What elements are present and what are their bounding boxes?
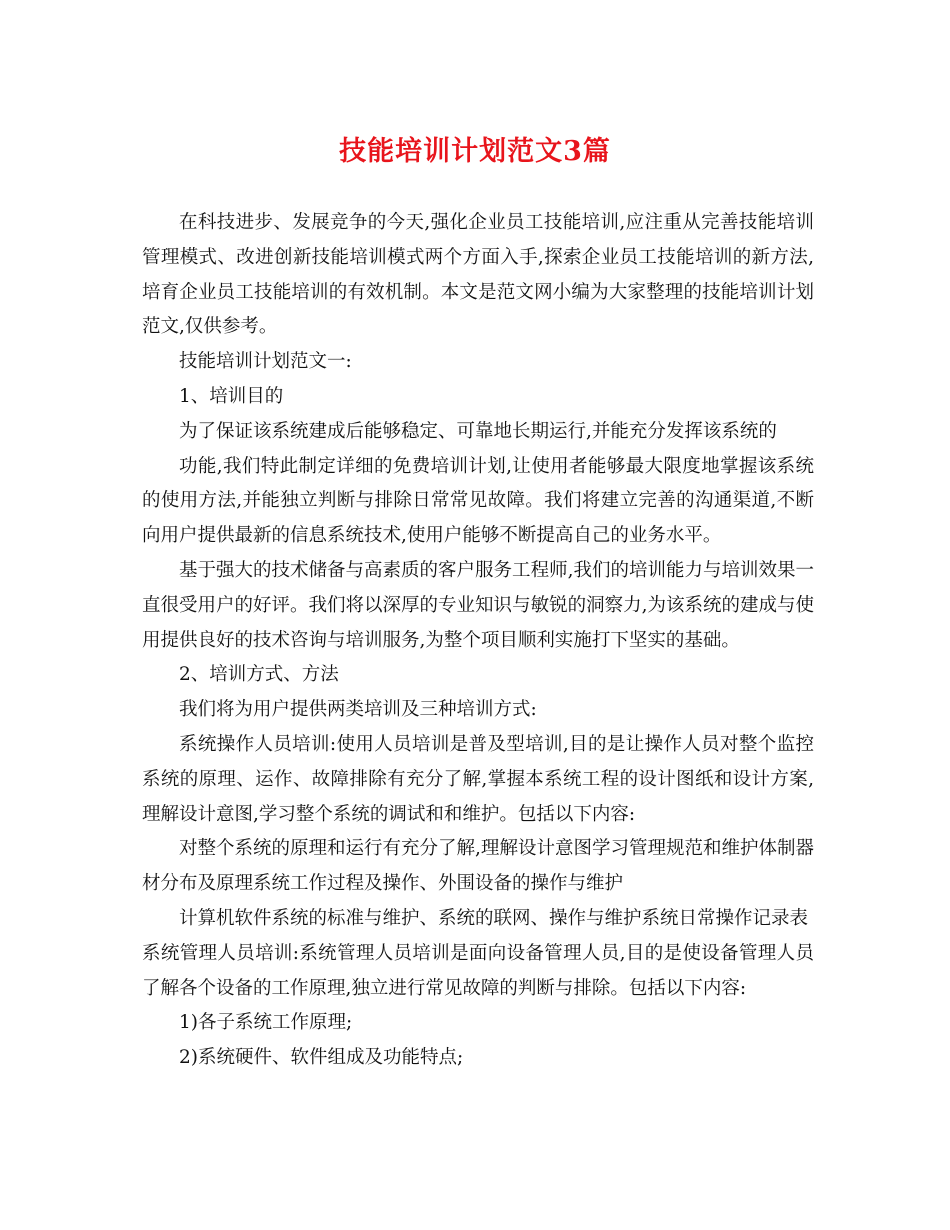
paragraph-sample-one-heading: 技能培训计划范文一: [179, 351, 352, 373]
paragraph-training-types: 我们将为用户提供两类培训及三种培训方式: [179, 699, 537, 721]
document-title: 技能培训计划范文3篇 [339, 136, 611, 167]
paragraph-purpose-line: 为了保证该系统建成后能够稳定、可靠地长期运行,并能充分发挥该系统的 [179, 420, 777, 442]
paragraph-operator-content: 对整个系统的原理和运行有充分了解,理解设计意图学习管理规范和维护体制器材分布及原理系统工作过程及操作、外围设备的操作与维护 [142, 838, 814, 895]
paragraph-capability: 基于强大的技术储备与高素质的客户服务工程师,我们的培训能力与培训效果一直很受用户的好评。我们将以深厚的专业知识与敏锐的洞察力,为该系统的建成与使用提供良好的技术咨询与培训服务,为整个项目顺利实施打下坚实的基础。 [142, 559, 814, 651]
paragraph-software-maintenance: 计算机软件系统的标准与维护、系统的联网、操作与维护系统日常操作记录表 [179, 907, 809, 929]
list-item-subsystem-principle: 1)各子系统工作原理; [179, 1012, 353, 1034]
section-heading-training-purpose: 1、培训目的 [179, 385, 284, 407]
paragraph-purpose-body: 功能,我们特此制定详细的免费培训计划,让使用者能够最大限度地掌握该系统的使用方法,并能独立判断与排除日常常见故障。我们将建立完善的沟通渠道,不断向用户提供最新的信息系统技术,使用户能够不断提高自己的业务水平。 [142, 455, 814, 547]
section-heading-training-methods: 2、培训方式、方法 [179, 664, 339, 686]
document-body [142, 206, 814, 1076]
paragraph-operator-training: 系统操作人员培训:使用人员培训是普及型培训,目的是让操作人员对整个监控系统的原理、运作、故障排除有充分了解,掌握本系统工程的设计图纸和设计方案,理解设计意图,学习整个系统的调试和和维护。包括以下内容: [142, 733, 814, 825]
paragraph-admin-training: 系统管理人员培训:系统管理人员培训是面向设备管理人员,目的是使设备管理人员了解各个设备的工作原理,独立进行常见故障的判断与排除。包括以下内容: [142, 942, 814, 999]
paragraph-intro: 在科技进步、发展竞争的今天,强化企业员工技能培训,应注重从完善技能培训管理模式、改进创新技能培训模式两个方面入手,探索企业员工技能培训的新方法,培育企业员工技能培训的有效机制。本文是范文网小编为大家整理的技能培训计划范文,仅供参考。 [142, 212, 814, 338]
list-item-hardware-software: 2)系统硬件、软件组成及功能特点; [179, 1047, 464, 1069]
